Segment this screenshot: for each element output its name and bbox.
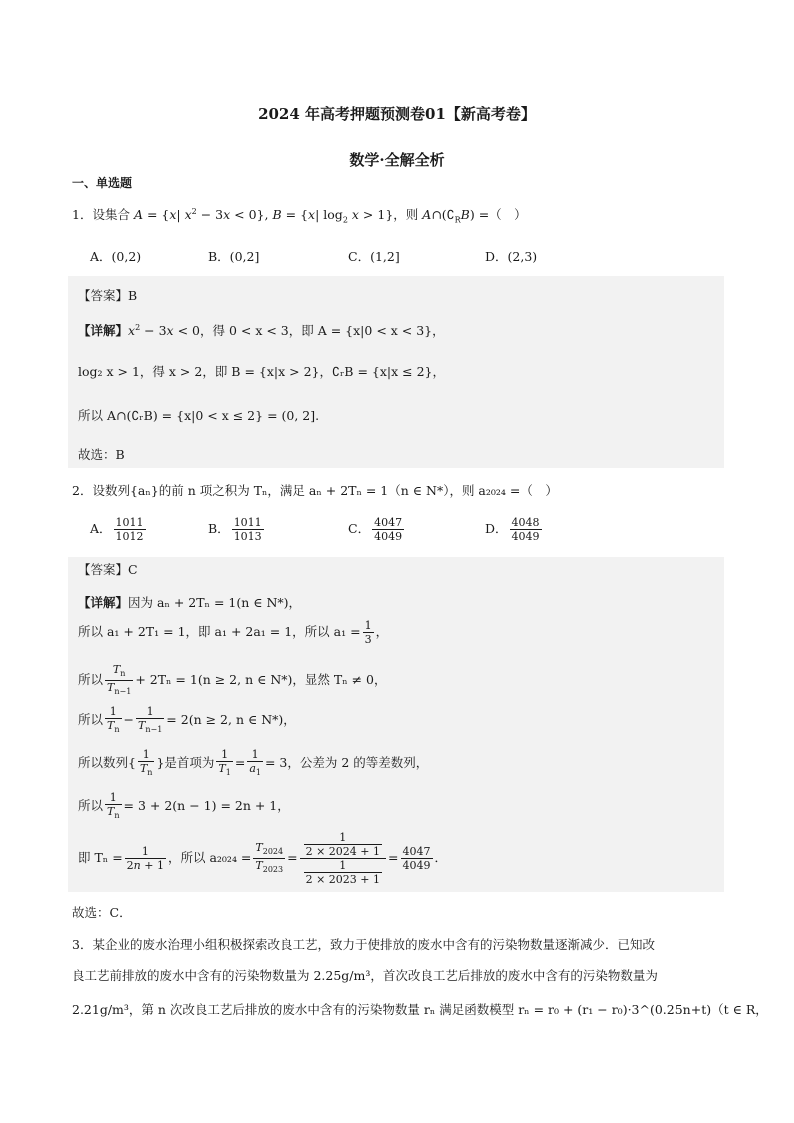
question-2-stem: 2．设数列{aₙ}的前 n 项之积为 Tₙ，满足 aₙ + 2Tₙ = 1（n ∈ N*），则 a₂₀₂₄ =（ ） — [72, 483, 558, 498]
question-1-stem: 1．设集合 A = {x| $x^2 - 3x < 0$}, B = {x| $\log_2 x > 1$}，则 $A\cap(∁_RB)$ =（ ） — [72, 206, 527, 225]
detail-2-line-3: 所以 $\frac{T_n}{T_{n-1}}$ + 2Tₙ = 1(n ≥ 2, n ∈ N*)，显然 Tₙ ≠ 0， — [78, 663, 387, 697]
answer-2: 【答案】C — [78, 562, 138, 577]
option-c: C． $\frac{4047}{4049}$ — [348, 516, 403, 543]
option-b: B．(0,2] — [208, 249, 260, 264]
detail-1-line-1: 【详解】$x^2 - 3x < 0$，得 0 < x < 3，即 A = {x|0 < x < 3}， — [78, 322, 445, 338]
answer-box-1 — [68, 276, 724, 468]
detail-2-line-4: 所以 $\frac{1}{T_n}$ − $\frac{1}{T_{n-1}}$ = 2(n ≥ 2, n ∈ N*)， — [78, 705, 296, 735]
conclusion-2: 故选：C． — [72, 905, 132, 920]
option-d: D． $\frac{4048}{4049}$ — [485, 516, 540, 543]
detail-2-line-5: 所以数列{ $\frac{1}{T_n}$ }是首项为 $\frac{1}{T_1}$ = $\frac{1}{a_1}$ = 3，公差为 2 的等差数列， — [78, 748, 429, 778]
answer-1: 【答案】B — [78, 288, 138, 303]
detail-2-line-2: 所以 a₁ + 2T₁ = 1，即 a₁ + 2a₁ = 1，所以 a₁ = $\frac{1}{3}$ ， — [78, 619, 389, 646]
option-a: A． $\frac{1011}{1012}$ — [90, 516, 144, 543]
option-b: B． $\frac{1011}{1013}$ — [208, 516, 262, 543]
answer-box-2 — [68, 557, 724, 892]
question-3-line-3: 2.21g/m³，第 n 次改良工艺后排放的废水中含有的污染物数量 rₙ 满足函数模型 rₙ = r₀ + (r₁ − r₀)·3^(0.25n+t)（t ∈ R， — [72, 1002, 768, 1017]
option-d: D．(2,3) — [485, 249, 538, 264]
option-c: C．(1,2] — [348, 249, 400, 264]
conclusion-1: 故选：B — [78, 447, 125, 462]
question-3-line-2: 良工艺前排放的废水中含有的污染物数量为 2.25g/m³，首次改良工艺后排放的废水中含有的污染物数量为 — [72, 968, 658, 983]
question-3-line-1: 3．某企业的废水治理小组积极探索改良工艺，致力于使排放的废水中含有的污染物数量逐渐减少．已知改 — [72, 937, 655, 952]
detail-1-line-2: log₂ x > 1，得 x > 2，即 B = {x|x > 2}，∁ᵣB = {x|x ≤ 2}， — [78, 364, 445, 379]
detail-2-line-6: 所以 $\frac{1}{T_n}$ = 3 + 2(n − 1) = 2n + 1， — [78, 791, 290, 821]
option-a: A．(0,2) — [90, 249, 142, 264]
detail-1-line-3: 所以 A∩(∁ᵣB) = {x|0 < x ≤ 2} = (0, 2]. — [78, 408, 320, 423]
document-title: 2024 年高考押题预测卷01【新高考卷】 — [258, 105, 536, 123]
detail-2-line-1: 【详解】因为 aₙ + 2Tₙ = 1(n ∈ N*)， — [78, 595, 302, 610]
detail-2-line-7: 即 Tₙ = $\frac{1}{2n + 1}$ ，所以 a₂₀₂₄ = $\frac{T_{2024}}{T_{2023}}$ = $\frac{\frac{1}{2 \times 2024 + 1}}{\frac{1}{2 \times 2023 + 1}}$ = $\frac{4047}{4049}$ ． — [78, 831, 448, 886]
document-subtitle: 数学·全解全析 — [349, 151, 445, 169]
section-heading: 一、单选题 — [72, 176, 133, 190]
